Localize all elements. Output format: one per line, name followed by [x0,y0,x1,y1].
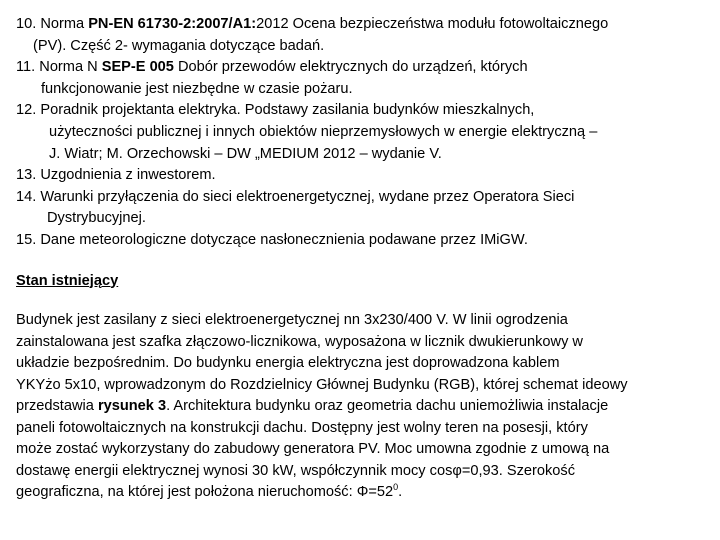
paragraph-line [16,482,706,504]
reference-line [16,208,706,230]
text-run: funkcjonowanie jest niezbędne w czasie pożaru. [41,80,353,97]
reference-number: 12. [16,102,37,119]
bold-text-run: rysunek 3 [97,398,167,415]
reference-item [16,100,706,165]
text-run: Dane meteorologiczne dotyczące nasłonecznienia podawane przez IMiGW. [40,231,528,248]
reference-line [16,144,706,166]
text-run: (PV). Część 2- wymagania dotyczące badań. [33,37,325,54]
bold-text-run: SEP-E 005 [101,59,174,76]
reference-number: 10. [16,16,37,32]
bold-text-run: PN-EN 61730-2:2007/A1: [88,16,257,32]
reference-line [16,230,706,252]
reference-item [16,57,706,100]
text-run: Dobór przewodów elektrycznych do urządzeń, których [173,59,528,76]
reference-item [16,165,706,187]
paragraph-line [16,418,706,440]
document-page [16,14,706,504]
reference-line [16,165,706,187]
paragraph-line [16,332,706,354]
text-run: Poradnik projektanta elektryka. Podstawy zasilania budynków mieszkalnych, [40,102,535,119]
text-run: YKYżo 5x10, wprowadzonym do Rozdzielnicy Głównej Budynku (RGB), której schemat ideowy [16,376,628,393]
reference-item [16,230,706,252]
text-run: . [398,484,403,501]
text-run: Warunki przyłączenia do sieci elektroenergetycznej, wydane przez Operatora Sieci [40,188,575,205]
text-run: Dystrybucyjnej. [47,210,146,227]
reference-number: 13. [16,167,37,184]
text-run: Norma N [39,59,102,76]
text-run: Budynek jest zasilany z sieci elektroenergetycznej nn 3x230/400 V. W linii ogrodzenia [16,312,568,329]
reference-list [16,14,706,252]
text-run: układzie bezpośrednim. Do budynku energia elektryczna jest doprowadzona kablem [16,355,560,372]
text-run: użyteczności publicznej i innych obiektów nieprzemysłowych w energie elektryczną – [49,123,598,140]
reference-line [16,122,706,144]
text-run: Uzgodnienia z inwestorem. [40,167,216,184]
paragraph-line [16,375,706,397]
text-run: może zostać wykorzystany do zabudowy generatora PV. Moc umowna zgodnie z umową na [16,441,610,458]
reference-line [16,57,706,79]
section-heading: Stan istniejący [16,272,119,289]
text-run: . Architektura budynku oraz geometria dachu uniemożliwia instalacje [166,398,609,415]
reference-line [16,79,706,101]
reference-number: 15. [16,231,37,248]
reference-item [16,14,706,57]
reference-number: 14. [16,188,37,205]
paragraph-line [16,461,706,483]
superscript-text: 0 [393,482,399,493]
reference-line [16,14,706,36]
text-run: geograficzna, na której jest położona nieruchomość: Φ=52 [16,484,394,501]
reference-line [16,100,706,122]
text-run: paneli fotowoltaicznych na konstrukcji dachu. Dostępny jest wolny teren na posesji, który [16,419,588,436]
reference-number: 11. [16,59,36,76]
text-run: zainstalowana jest szafka złączowo-licznikowa, wyposażona w licznik dwukierunkowy w [16,333,583,350]
reference-line [16,187,706,209]
text-run: J. Wiatr; M. Orzechowski – DW „MEDIUM 2012 – wydanie V. [49,145,442,162]
paragraph-line [16,439,706,461]
body-paragraph [16,310,706,504]
text-run: Norma [40,16,89,32]
text-run: przedstawia [16,398,98,415]
reference-line [16,36,706,58]
text-run: 2012 Ocena bezpieczeństwa modułu fotowoltaicznego [256,16,609,32]
paragraph-line [16,353,706,375]
reference-item [16,187,706,230]
paragraph-line [16,396,706,418]
paragraph-line [16,310,706,332]
text-run: dostawę energii elektrycznej wynosi 30 kW, współczynnik mocy cosφ=0,93. Szerokość [16,462,575,479]
